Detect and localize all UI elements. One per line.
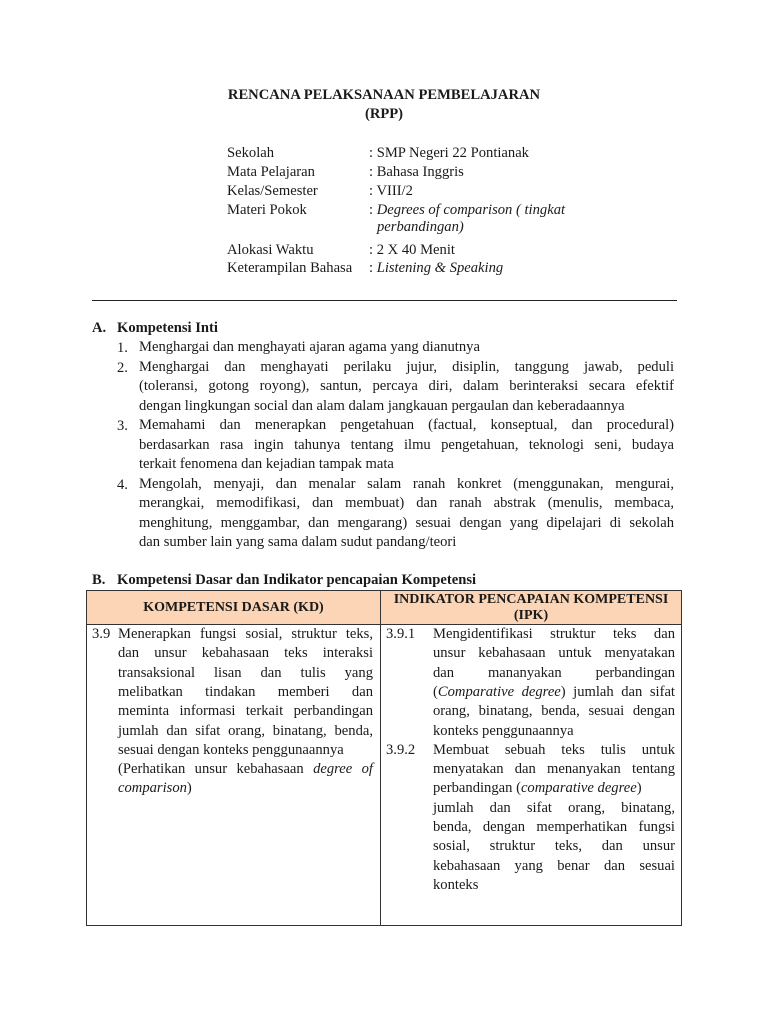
document-title: RENCANA PELAKSANAAN PEMBELAJARAN: [227, 87, 541, 103]
kd-line: sesuai dengan konteks penggunaannya: [118, 741, 344, 758]
meta-value: [369, 260, 503, 277]
ipk-line: sosial, struktur teks, dan unsur: [433, 838, 675, 855]
meta-label: Alokasi Waktu: [227, 242, 314, 258]
list-item-line: (toleransi, gotong royong), santun, percaya diri, dalam berinteraksi secara efektif: [139, 378, 674, 394]
text-segment: ): [186, 780, 192, 797]
kd-number: 3.9: [92, 626, 111, 642]
section-title: Kompetensi Inti: [117, 320, 218, 336]
meta-value: : 2 X 40 Menit: [369, 242, 455, 258]
list-item: [117, 477, 674, 555]
kd-ipk-table: [86, 590, 682, 926]
section-b-heading: [92, 572, 476, 589]
ipk-number: 3.9.2: [386, 741, 416, 758]
text-segment: (: [433, 683, 438, 700]
ipk-line: Membuat sebuah teks tulis untuk: [433, 741, 675, 758]
ipk-line: konteks: [433, 876, 479, 893]
list-number: 4.: [117, 476, 128, 493]
list-item-line: menghitung, menggambar, dan mengarang) sesuai dengan yang dipelajari di sekolah: [139, 514, 674, 531]
document-subtitle: (RPP): [364, 106, 404, 122]
kd-line: jumlah dan sifat orang, binatang, benda,: [118, 722, 373, 739]
ipk-line: jumlah dan sifat orang, binatang,: [433, 799, 675, 816]
kd-line: [118, 779, 373, 798]
list-item-line: terkait fenomena dan kejadian tampak mata: [139, 456, 394, 472]
table-row: [87, 625, 682, 926]
divider: [92, 300, 677, 301]
list-number: 3.: [117, 418, 128, 434]
list-item-line: Mengolah, menyaji, dan menalar salam ranah konkret (menggunakan, mengurai,: [139, 475, 674, 492]
text-segment: (Perhatikan unsur kebahasaan: [118, 761, 314, 778]
ipk-line: benda, dengan memperhatikan fungsi: [433, 819, 675, 835]
section-letter: B.: [92, 572, 106, 588]
ipk-line: unsur kebahasaan untuk menyatakan: [433, 645, 675, 662]
list-number: 2.: [117, 359, 128, 376]
italic-text: Comparative degree: [437, 683, 561, 700]
meta-value: : SMP Negeri 22 Pontianak: [369, 145, 529, 161]
section-title: Kompetensi Dasar dan Indikator pencapaian Kompetensi: [117, 572, 477, 588]
meta-value-cont: perbandingan): [377, 219, 464, 235]
kd-line: melibatkan tindakan memberi dan: [118, 683, 373, 700]
list-item-line: Memahami dan menerapkan pengetahuan (factual, konseptual, dan procedural): [139, 417, 674, 433]
text-segment: perbandingan (: [433, 780, 521, 797]
list-item-line: merangkai, memodifikasi, dan membuat) dan ranah abstrak (menulis, membaca,: [139, 495, 674, 511]
meta-value: : VIII/2: [369, 183, 413, 199]
list-item-line: dan sumber lain yang sama dalam sudut pandang/teori: [139, 534, 457, 550]
meta-value-prefix: :: [369, 260, 377, 276]
meta-value-italic: Listening & Speaking: [376, 260, 504, 276]
italic-text: degree of: [313, 761, 373, 778]
italic-text: comparative degree: [520, 780, 637, 797]
list-item-line: Menghargai dan menghayati ajaran agama yang dianutnya: [139, 339, 480, 355]
section-a-heading: [92, 320, 218, 337]
list-number: 1.: [117, 340, 128, 356]
meta-label: Materi Pokok: [227, 202, 307, 218]
section-letter: A.: [92, 320, 107, 336]
ipk-cell: [381, 625, 682, 926]
ipk-number: 3.9.1: [386, 626, 416, 642]
table-header-row: [87, 591, 682, 625]
meta-label: Sekolah: [227, 145, 275, 161]
ipk-line: kebahasaan yang benar dan sesuai: [433, 857, 675, 874]
ipk-line: menyatakan dan menanyakan tentang: [433, 761, 675, 778]
text-segment: ): [636, 780, 642, 797]
kd-line: Menerapkan fungsi sosial, struktur teks,: [118, 626, 373, 642]
list-item: [117, 360, 674, 419]
meta-label: Keterampilan Bahasa: [227, 260, 353, 276]
text-segment: ) jumlah dan sifat: [560, 683, 675, 700]
meta-label: Mata Pelajaran: [227, 164, 315, 180]
italic-text: comparison: [118, 780, 187, 797]
ipk-line: [433, 683, 675, 702]
list-item-line: Menghargai dan menghayati perilaku jujur, disiplin, tanggung jawab, peduli: [139, 358, 674, 375]
list-item-line: dengan lingkungan social dan alam dalam jangkauan pergaulan dan keberadaannya: [139, 397, 625, 414]
kd-line: [118, 760, 373, 779]
kd-line: dan unsur kebahasaan teks interaksi: [118, 645, 373, 662]
meta-value-italic: Degrees of comparison ( tingkat: [376, 202, 566, 218]
list-item: [117, 418, 674, 477]
header-ipk: INDIKATOR PENCAPAIAN KOMPETENSI (IPK): [381, 591, 682, 625]
list-item-line: berdasarkan rasa ingin tahunya tentang ilmu pengetahuan, teknologi seni, budaya: [139, 436, 674, 453]
ipk-line: dan mananyakan perbandingan: [433, 664, 675, 681]
ipk-line: orang, binatang, benda, sesuai dengan: [433, 703, 675, 720]
kd-line: transaksional lisan dan tulis yang: [118, 664, 373, 681]
kd-cell: [87, 625, 381, 926]
meta-value-prefix: :: [369, 202, 377, 218]
meta-value: : Bahasa Inggris: [369, 164, 464, 180]
meta-label: Kelas/Semester: [227, 183, 318, 199]
kd-line: meminta informasi terkait perbandingan: [118, 703, 373, 720]
ipk-line: [433, 779, 675, 798]
ipk-line: Mengidentifikasi struktur teks dan: [433, 626, 675, 642]
meta-value: [369, 202, 565, 236]
header-kd: KOMPETENSI DASAR (KD): [87, 591, 381, 625]
ipk-line: konteks penggunaannya: [433, 722, 574, 739]
